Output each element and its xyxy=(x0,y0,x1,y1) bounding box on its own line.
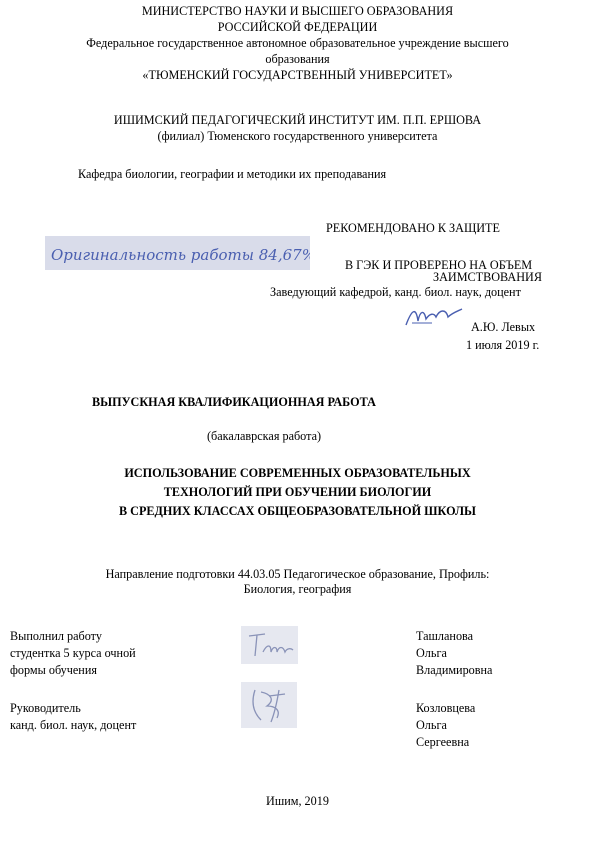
branch-name: (филиал) Тюменского государственного университета xyxy=(157,129,438,143)
title-line-1: ИСПОЛЬЗОВАНИЕ СОВРЕМЕННЫХ ОБРАЗОВАТЕЛЬНЫХ xyxy=(124,466,471,480)
head-name: А.Ю. Левых xyxy=(471,320,536,334)
direction-line-1: Направление подготовки 44.03.05 Педагогическое образование, Профиль: xyxy=(105,567,490,581)
city-year: Ишим, 2019 xyxy=(266,794,329,808)
author-surname: Ташланова xyxy=(416,629,474,643)
title-line-2: ТЕХНОЛОГИЙ ПРИ ОБУЧЕНИИ БИОЛОГИИ xyxy=(163,485,432,499)
federal-line-2: образования xyxy=(265,52,330,66)
federal-line-1: Федеральное государственное автономное образовательное учреждение высшего xyxy=(86,36,509,50)
recommended-label: РЕКОМЕНДОВАНО К ЗАЩИТЕ xyxy=(326,221,500,235)
ministry-line-2: РОССИЙСКОЙ ФЕДЕРАЦИИ xyxy=(217,20,378,34)
author-role-line-3: формы обучения xyxy=(10,663,97,677)
university-name: «ТЮМЕНСКИЙ ГОСУДАРСТВЕННЫЙ УНИВЕРСИТЕТ» xyxy=(142,68,453,82)
department-name: Кафедра биологии, географии и методики их преподавания xyxy=(78,167,387,181)
work-subtype: (бакалаврская работа) xyxy=(207,429,322,443)
supervisor-signature xyxy=(241,682,297,728)
originality-stamp-handwriting xyxy=(45,236,310,270)
supervisor-patronymic: Сергеевна xyxy=(416,735,470,749)
author-patronymic: Владимировна xyxy=(416,663,493,677)
institute-name: ИШИМСКИЙ ПЕДАГОГИЧЕСКИЙ ИНСТИТУТ ИМ. П.П. ЕРШОВА xyxy=(113,113,482,127)
author-signature xyxy=(241,626,298,664)
head-signature xyxy=(402,303,466,331)
title-line-3: В СРЕДНИХ КЛАССАХ ОБЩЕОБРАЗОВАТЕЛЬНОЙ ШКОЛЫ xyxy=(118,504,477,518)
author-name: Ольга xyxy=(416,646,447,660)
originality-stamp-text: Оригинальность работы 84,67% xyxy=(51,246,310,264)
head-of-department: Заведующий кафедрой, канд. биол. наук, доцент xyxy=(270,285,521,299)
supervisor-name: Ольга xyxy=(416,718,447,732)
approval-date: 1 июля 2019 г. xyxy=(466,338,540,352)
supervisor-surname: Козловцева xyxy=(416,701,476,715)
direction-line-2: Биология, география xyxy=(243,582,352,596)
supervisor-role-line-2: канд. биол. наук, доцент xyxy=(10,718,137,732)
gek-line-2: ЗАИМСТВОВАНИЯ xyxy=(433,270,542,284)
ministry-line-1: МИНИСТЕРСТВО НАУКИ И ВЫСШЕГО ОБРАЗОВАНИЯ xyxy=(141,4,454,18)
gek-line-1: В ГЭК И ПРОВЕРЕНО НА ОБЪЕМ xyxy=(345,258,533,272)
author-role-line-2: студентка 5 курса очной xyxy=(10,646,136,660)
originality-stamp xyxy=(45,236,310,270)
author-role-line-1: Выполнил работу xyxy=(10,629,102,643)
supervisor-role-line-1: Руководитель xyxy=(10,701,81,715)
work-type: ВЫПУСКНАЯ КВАЛИФИКАЦИОННАЯ РАБОТА xyxy=(92,395,376,409)
